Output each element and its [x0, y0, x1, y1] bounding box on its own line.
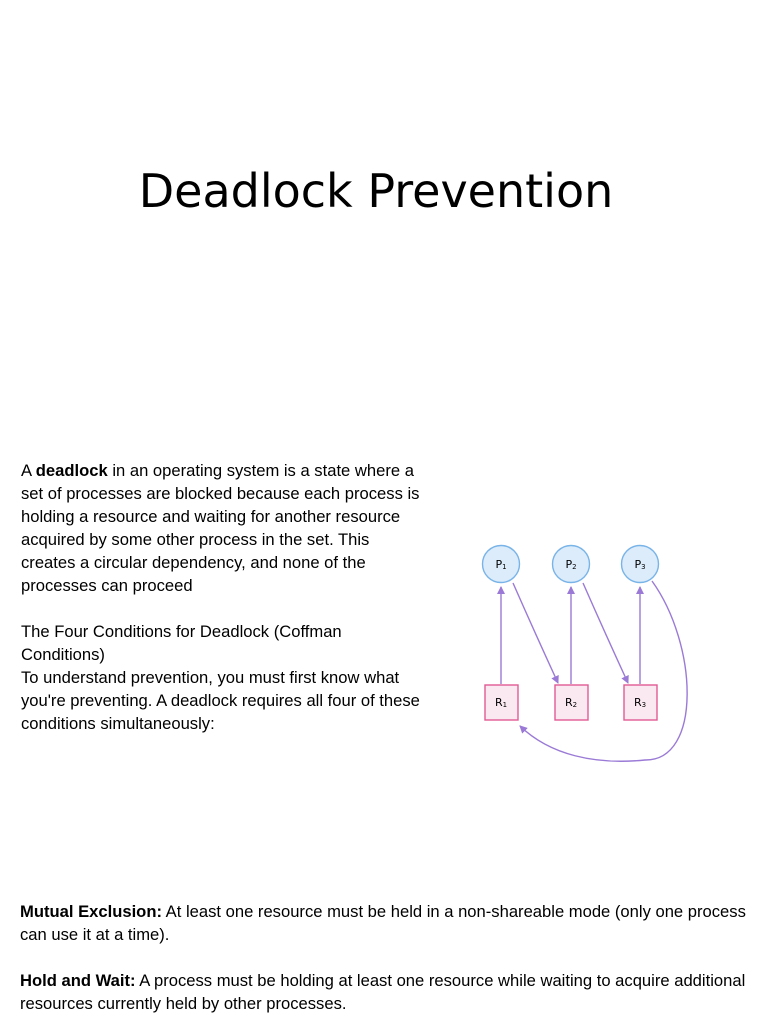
intro-section	[21, 459, 426, 735]
resource-node-r3	[624, 685, 657, 720]
svg-text:R2: R2	[564, 696, 578, 709]
svg-text:P1: P1	[495, 558, 507, 571]
edge-p1-to-r2	[513, 583, 558, 683]
edge-p3-to-r1	[520, 581, 687, 761]
deadlock-term: deadlock	[35, 461, 108, 480]
resource-node-r1	[485, 685, 518, 720]
edge-p2-to-r3	[583, 583, 628, 683]
resource-node-r2	[555, 685, 588, 720]
process-node-p2	[553, 546, 590, 583]
svg-text:P2: P2	[565, 558, 577, 571]
condition-hold-and-wait	[20, 969, 750, 1015]
process-node-p1	[483, 546, 520, 583]
svg-text:R1: R1	[494, 696, 508, 709]
conditions-heading: The Four Conditions for Deadlock (Coffman Conditions)	[21, 622, 342, 664]
page-title: Deadlock Prevention	[138, 164, 614, 218]
condition-name: Hold and Wait:	[20, 971, 136, 990]
svg-text:R3: R3	[633, 696, 647, 709]
deadlock-definition: A deadlock in an operating system is a state where a set of processes are blocked because each process is holding a resource and waiting for another resource acquired by some other process in the set. This creates a circular dependency, and none of the processes can proceed	[21, 461, 420, 595]
condition-text: At least one resource must be held in a non-shareable mode (only one process can use it at a time).	[20, 902, 746, 944]
condition-mutual-exclusion	[20, 900, 750, 946]
process-node-p3	[622, 546, 659, 583]
svg-text:P3: P3	[634, 558, 646, 571]
conditions-list	[20, 900, 750, 1015]
conditions-intro: To understand prevention, you must first know what you're preventing. A deadlock requires all four of these conditions simultaneously:	[21, 668, 420, 733]
resource-allocation-graph	[470, 535, 700, 775]
condition-text: A process must be holding at least one resource while waiting to acquire additional resources currently held by other processes.	[20, 971, 746, 1013]
condition-name: Mutual Exclusion:	[20, 902, 162, 921]
